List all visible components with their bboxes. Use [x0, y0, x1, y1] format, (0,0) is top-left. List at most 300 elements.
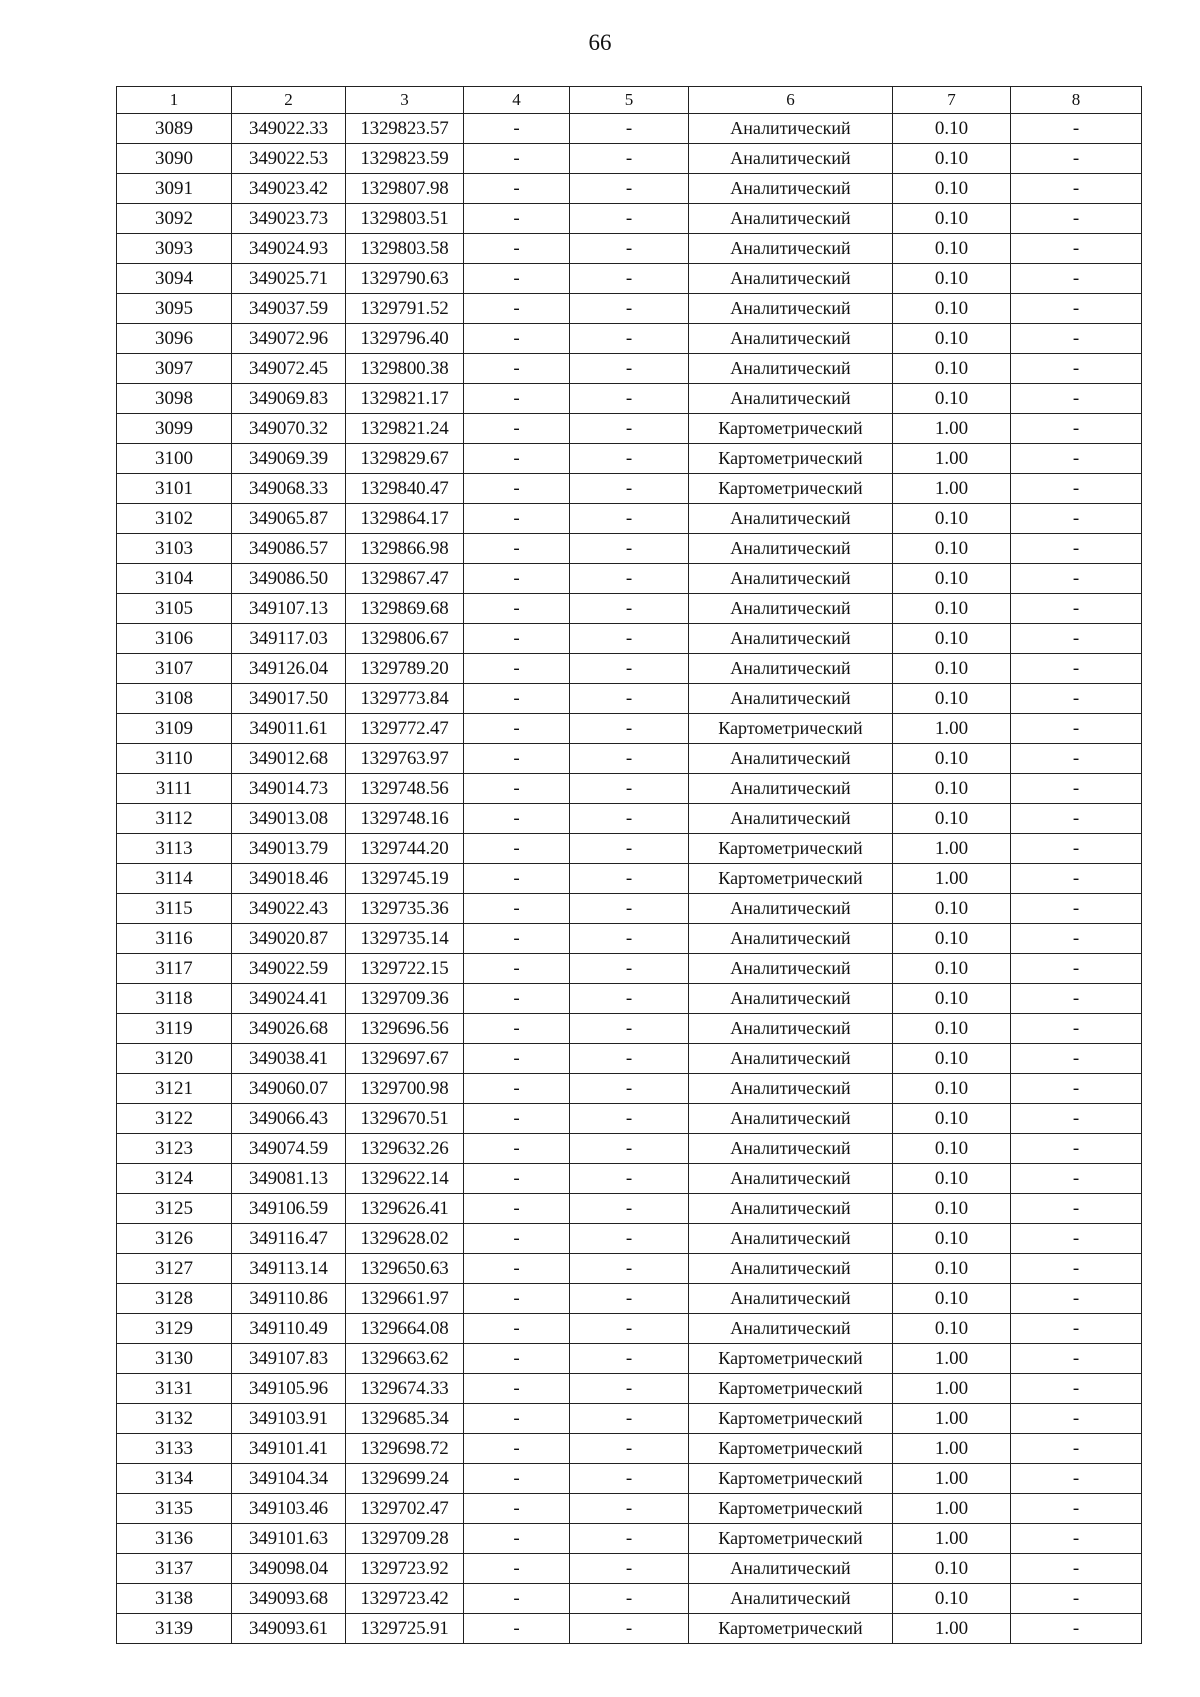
cell-method: Аналитический	[689, 1014, 893, 1044]
table-row	[117, 804, 1142, 834]
cell-point-number: 3123	[117, 1134, 232, 1164]
cell-accuracy: 0.10	[893, 324, 1011, 354]
cell-col-4-value: -	[464, 1164, 570, 1194]
cell-x-coordinate: 349022.53	[232, 144, 346, 174]
cell-accuracy: 0.10	[893, 1194, 1011, 1224]
cell-x-coordinate: 349081.13	[232, 1164, 346, 1194]
cell-method: Аналитический	[689, 534, 893, 564]
cell-method: Аналитический	[689, 594, 893, 624]
cell-col-5-value: -	[570, 1344, 689, 1374]
cell-col-5-value: -	[570, 1494, 689, 1524]
table-row	[117, 894, 1142, 924]
cell-col-4-value: -	[464, 384, 570, 414]
cell-accuracy: 0.10	[893, 1554, 1011, 1584]
cell-method: Картометрический	[689, 474, 893, 504]
cell-method: Аналитический	[689, 1314, 893, 1344]
table-row	[117, 444, 1142, 474]
cell-accuracy: 1.00	[893, 1344, 1011, 1374]
cell-point-number: 3136	[117, 1524, 232, 1554]
cell-x-coordinate: 349038.41	[232, 1044, 346, 1074]
cell-accuracy: 0.10	[893, 534, 1011, 564]
cell-point-number: 3107	[117, 654, 232, 684]
cell-point-number: 3111	[117, 774, 232, 804]
cell-accuracy: 0.10	[893, 924, 1011, 954]
cell-col-5-value: -	[570, 324, 689, 354]
cell-col-5-value: -	[570, 1554, 689, 1584]
table-row	[117, 384, 1142, 414]
cell-col-8-value: -	[1011, 1404, 1142, 1434]
cell-method: Аналитический	[689, 564, 893, 594]
cell-col-5-value: -	[570, 1224, 689, 1254]
cell-point-number: 3115	[117, 894, 232, 924]
cell-col-8-value: -	[1011, 594, 1142, 624]
cell-y-coordinate: 1329745.19	[346, 864, 464, 894]
cell-col-4-value: -	[464, 1284, 570, 1314]
cell-col-8-value: -	[1011, 924, 1142, 954]
table-row	[117, 414, 1142, 444]
cell-accuracy: 0.10	[893, 1164, 1011, 1194]
cell-col-8-value: -	[1011, 684, 1142, 714]
cell-y-coordinate: 1329748.16	[346, 804, 464, 834]
cell-point-number: 3103	[117, 534, 232, 564]
cell-point-number: 3137	[117, 1554, 232, 1584]
table-row	[117, 204, 1142, 234]
table-row	[117, 114, 1142, 144]
cell-col-4-value: -	[464, 1224, 570, 1254]
cell-col-8-value: -	[1011, 1194, 1142, 1224]
cell-method: Аналитический	[689, 1254, 893, 1284]
cell-accuracy: 0.10	[893, 894, 1011, 924]
cell-point-number: 3105	[117, 594, 232, 624]
cell-method: Картометрический	[689, 444, 893, 474]
cell-point-number: 3133	[117, 1434, 232, 1464]
cell-col-8-value: -	[1011, 1224, 1142, 1254]
cell-col-8-value: -	[1011, 954, 1142, 984]
cell-col-5-value: -	[570, 744, 689, 774]
cell-accuracy: 0.10	[893, 1224, 1011, 1254]
cell-x-coordinate: 349093.61	[232, 1614, 346, 1644]
cell-col-4-value: -	[464, 594, 570, 624]
table-row	[117, 264, 1142, 294]
cell-y-coordinate: 1329772.47	[346, 714, 464, 744]
cell-accuracy: 0.10	[893, 624, 1011, 654]
cell-method: Аналитический	[689, 1164, 893, 1194]
cell-col-4-value: -	[464, 534, 570, 564]
cell-col-8-value: -	[1011, 1164, 1142, 1194]
cell-y-coordinate: 1329723.92	[346, 1554, 464, 1584]
cell-method: Аналитический	[689, 204, 893, 234]
cell-x-coordinate: 349022.33	[232, 114, 346, 144]
cell-col-5-value: -	[570, 1584, 689, 1614]
cell-col-4-value: -	[464, 1134, 570, 1164]
cell-x-coordinate: 349018.46	[232, 864, 346, 894]
cell-col-5-value: -	[570, 474, 689, 504]
cell-method: Картометрический	[689, 714, 893, 744]
cell-y-coordinate: 1329800.38	[346, 354, 464, 384]
cell-y-coordinate: 1329661.97	[346, 1284, 464, 1314]
cell-accuracy: 1.00	[893, 1434, 1011, 1464]
cell-col-8-value: -	[1011, 1524, 1142, 1554]
table-row	[117, 1194, 1142, 1224]
cell-col-5-value: -	[570, 924, 689, 954]
cell-accuracy: 0.10	[893, 1104, 1011, 1134]
cell-col-5-value: -	[570, 1074, 689, 1104]
column-header-5: 5	[570, 87, 689, 114]
cell-x-coordinate: 349072.96	[232, 324, 346, 354]
cell-x-coordinate: 349072.45	[232, 354, 346, 384]
cell-point-number: 3131	[117, 1374, 232, 1404]
cell-y-coordinate: 1329626.41	[346, 1194, 464, 1224]
table-row	[117, 954, 1142, 984]
table-row	[117, 1404, 1142, 1434]
cell-accuracy: 0.10	[893, 684, 1011, 714]
cell-col-5-value: -	[570, 1194, 689, 1224]
cell-col-4-value: -	[464, 114, 570, 144]
cell-point-number: 3098	[117, 384, 232, 414]
cell-accuracy: 0.10	[893, 504, 1011, 534]
cell-method: Аналитический	[689, 294, 893, 324]
cell-col-5-value: -	[570, 684, 689, 714]
cell-accuracy: 1.00	[893, 1524, 1011, 1554]
cell-y-coordinate: 1329806.67	[346, 624, 464, 654]
cell-col-5-value: -	[570, 294, 689, 324]
cell-col-5-value: -	[570, 624, 689, 654]
cell-accuracy: 0.10	[893, 234, 1011, 264]
table-row	[117, 1314, 1142, 1344]
cell-y-coordinate: 1329867.47	[346, 564, 464, 594]
cell-point-number: 3132	[117, 1404, 232, 1434]
cell-col-4-value: -	[464, 714, 570, 744]
table-row	[117, 1074, 1142, 1104]
cell-col-5-value: -	[570, 234, 689, 264]
table-row	[117, 774, 1142, 804]
cell-accuracy: 1.00	[893, 1614, 1011, 1644]
cell-method: Аналитический	[689, 1284, 893, 1314]
cell-col-5-value: -	[570, 804, 689, 834]
table-row	[117, 474, 1142, 504]
cell-point-number: 3114	[117, 864, 232, 894]
table-row	[117, 1164, 1142, 1194]
cell-col-5-value: -	[570, 114, 689, 144]
cell-point-number: 3106	[117, 624, 232, 654]
cell-col-5-value: -	[570, 954, 689, 984]
cell-x-coordinate: 349068.33	[232, 474, 346, 504]
cell-accuracy: 0.10	[893, 354, 1011, 384]
table-row	[117, 324, 1142, 354]
cell-method: Аналитический	[689, 804, 893, 834]
cell-point-number: 3095	[117, 294, 232, 324]
cell-y-coordinate: 1329823.59	[346, 144, 464, 174]
cell-col-5-value: -	[570, 1164, 689, 1194]
cell-col-4-value: -	[464, 204, 570, 234]
cell-col-4-value: -	[464, 414, 570, 444]
cell-method: Аналитический	[689, 144, 893, 174]
cell-col-4-value: -	[464, 654, 570, 684]
cell-col-4-value: -	[464, 474, 570, 504]
cell-method: Картометрический	[689, 1404, 893, 1434]
cell-method: Аналитический	[689, 1194, 893, 1224]
table-row	[117, 1554, 1142, 1584]
cell-col-4-value: -	[464, 1044, 570, 1074]
cell-x-coordinate: 349101.41	[232, 1434, 346, 1464]
cell-point-number: 3129	[117, 1314, 232, 1344]
cell-col-5-value: -	[570, 204, 689, 234]
cell-x-coordinate: 349117.03	[232, 624, 346, 654]
cell-col-8-value: -	[1011, 384, 1142, 414]
cell-col-4-value: -	[464, 834, 570, 864]
cell-x-coordinate: 349110.86	[232, 1284, 346, 1314]
cell-accuracy: 0.10	[893, 1254, 1011, 1284]
cell-point-number: 3121	[117, 1074, 232, 1104]
cell-y-coordinate: 1329796.40	[346, 324, 464, 354]
cell-y-coordinate: 1329709.36	[346, 984, 464, 1014]
cell-col-4-value: -	[464, 1104, 570, 1134]
cell-col-8-value: -	[1011, 654, 1142, 684]
cell-point-number: 3128	[117, 1284, 232, 1314]
cell-y-coordinate: 1329866.98	[346, 534, 464, 564]
cell-x-coordinate: 349017.50	[232, 684, 346, 714]
table-row	[117, 564, 1142, 594]
cell-accuracy: 0.10	[893, 1314, 1011, 1344]
cell-col-8-value: -	[1011, 1584, 1142, 1614]
cell-col-8-value: -	[1011, 174, 1142, 204]
cell-accuracy: 0.10	[893, 264, 1011, 294]
cell-x-coordinate: 349074.59	[232, 1134, 346, 1164]
cell-y-coordinate: 1329628.02	[346, 1224, 464, 1254]
cell-method: Картометрический	[689, 834, 893, 864]
cell-method: Аналитический	[689, 264, 893, 294]
cell-point-number: 3112	[117, 804, 232, 834]
cell-point-number: 3089	[117, 114, 232, 144]
table-row	[117, 144, 1142, 174]
cell-method: Аналитический	[689, 324, 893, 354]
cell-x-coordinate: 349013.79	[232, 834, 346, 864]
cell-col-4-value: -	[464, 894, 570, 924]
cell-col-5-value: -	[570, 864, 689, 894]
column-header-6: 6	[689, 87, 893, 114]
cell-point-number: 3120	[117, 1044, 232, 1074]
cell-accuracy: 1.00	[893, 444, 1011, 474]
cell-point-number: 3130	[117, 1344, 232, 1374]
cell-accuracy: 0.10	[893, 384, 1011, 414]
cell-y-coordinate: 1329709.28	[346, 1524, 464, 1554]
cell-col-8-value: -	[1011, 834, 1142, 864]
table-row	[117, 624, 1142, 654]
table-row	[117, 1134, 1142, 1164]
cell-col-8-value: -	[1011, 1104, 1142, 1134]
cell-x-coordinate: 349105.96	[232, 1374, 346, 1404]
table-row	[117, 1224, 1142, 1254]
cell-y-coordinate: 1329702.47	[346, 1494, 464, 1524]
cell-col-5-value: -	[570, 1404, 689, 1434]
cell-y-coordinate: 1329840.47	[346, 474, 464, 504]
cell-x-coordinate: 349014.73	[232, 774, 346, 804]
cell-col-4-value: -	[464, 1344, 570, 1374]
cell-col-8-value: -	[1011, 714, 1142, 744]
cell-col-5-value: -	[570, 594, 689, 624]
cell-point-number: 3119	[117, 1014, 232, 1044]
cell-accuracy: 1.00	[893, 834, 1011, 864]
cell-col-8-value: -	[1011, 1494, 1142, 1524]
cell-col-8-value: -	[1011, 204, 1142, 234]
cell-y-coordinate: 1329664.08	[346, 1314, 464, 1344]
cell-col-5-value: -	[570, 384, 689, 414]
table-row	[117, 1254, 1142, 1284]
cell-point-number: 3091	[117, 174, 232, 204]
cell-point-number: 3135	[117, 1494, 232, 1524]
cell-x-coordinate: 349070.32	[232, 414, 346, 444]
cell-x-coordinate: 349104.34	[232, 1464, 346, 1494]
cell-col-8-value: -	[1011, 1554, 1142, 1584]
cell-x-coordinate: 349110.49	[232, 1314, 346, 1344]
cell-point-number: 3102	[117, 504, 232, 534]
cell-col-5-value: -	[570, 1044, 689, 1074]
cell-col-8-value: -	[1011, 264, 1142, 294]
cell-y-coordinate: 1329789.20	[346, 654, 464, 684]
cell-accuracy: 1.00	[893, 1494, 1011, 1524]
cell-col-8-value: -	[1011, 774, 1142, 804]
cell-col-5-value: -	[570, 1464, 689, 1494]
cell-point-number: 3093	[117, 234, 232, 264]
cell-col-4-value: -	[464, 1254, 570, 1284]
cell-y-coordinate: 1329744.20	[346, 834, 464, 864]
cell-point-number: 3127	[117, 1254, 232, 1284]
cell-y-coordinate: 1329829.67	[346, 444, 464, 474]
cell-accuracy: 0.10	[893, 144, 1011, 174]
table-row	[117, 684, 1142, 714]
cell-point-number: 3090	[117, 144, 232, 174]
table-row	[117, 594, 1142, 624]
cell-accuracy: 0.10	[893, 1074, 1011, 1104]
cell-accuracy: 1.00	[893, 1464, 1011, 1494]
cell-x-coordinate: 349011.61	[232, 714, 346, 744]
table-row	[117, 1584, 1142, 1614]
cell-y-coordinate: 1329698.72	[346, 1434, 464, 1464]
cell-col-5-value: -	[570, 444, 689, 474]
cell-col-4-value: -	[464, 144, 570, 174]
cell-x-coordinate: 349093.68	[232, 1584, 346, 1614]
cell-method: Аналитический	[689, 1584, 893, 1614]
cell-x-coordinate: 349098.04	[232, 1554, 346, 1584]
cell-col-8-value: -	[1011, 1284, 1142, 1314]
cell-y-coordinate: 1329674.33	[346, 1374, 464, 1404]
cell-col-8-value: -	[1011, 354, 1142, 384]
cell-x-coordinate: 349012.68	[232, 744, 346, 774]
cell-x-coordinate: 349069.83	[232, 384, 346, 414]
cell-x-coordinate: 349024.41	[232, 984, 346, 1014]
cell-x-coordinate: 349020.87	[232, 924, 346, 954]
cell-point-number: 3118	[117, 984, 232, 1014]
cell-method: Аналитический	[689, 954, 893, 984]
cell-y-coordinate: 1329663.62	[346, 1344, 464, 1374]
cell-point-number: 3094	[117, 264, 232, 294]
cell-y-coordinate: 1329773.84	[346, 684, 464, 714]
table-row	[117, 924, 1142, 954]
cell-method: Аналитический	[689, 504, 893, 534]
table-row	[117, 744, 1142, 774]
cell-col-5-value: -	[570, 984, 689, 1014]
cell-x-coordinate: 349116.47	[232, 1224, 346, 1254]
table-row	[117, 1614, 1142, 1644]
cell-col-8-value: -	[1011, 804, 1142, 834]
table-row	[117, 1374, 1142, 1404]
cell-col-8-value: -	[1011, 1374, 1142, 1404]
cell-col-8-value: -	[1011, 414, 1142, 444]
cell-col-8-value: -	[1011, 1314, 1142, 1344]
cell-col-4-value: -	[464, 744, 570, 774]
cell-method: Аналитический	[689, 1074, 893, 1104]
cell-col-5-value: -	[570, 504, 689, 534]
cell-point-number: 3134	[117, 1464, 232, 1494]
cell-col-8-value: -	[1011, 1044, 1142, 1074]
cell-col-5-value: -	[570, 414, 689, 444]
cell-point-number: 3104	[117, 564, 232, 594]
cell-col-4-value: -	[464, 684, 570, 714]
cell-x-coordinate: 349113.14	[232, 1254, 346, 1284]
cell-method: Картометрический	[689, 1374, 893, 1404]
cell-accuracy: 0.10	[893, 954, 1011, 984]
cell-x-coordinate: 349086.50	[232, 564, 346, 594]
cell-col-8-value: -	[1011, 744, 1142, 774]
cell-point-number: 3116	[117, 924, 232, 954]
cell-accuracy: 1.00	[893, 1404, 1011, 1434]
cell-method: Аналитический	[689, 624, 893, 654]
table-row	[117, 1494, 1142, 1524]
cell-method: Аналитический	[689, 234, 893, 264]
cell-accuracy: 0.10	[893, 744, 1011, 774]
cell-col-4-value: -	[464, 924, 570, 954]
cell-accuracy: 0.10	[893, 114, 1011, 144]
cell-col-4-value: -	[464, 1074, 570, 1104]
cell-col-4-value: -	[464, 1014, 570, 1044]
cell-col-4-value: -	[464, 504, 570, 534]
cell-x-coordinate: 349107.13	[232, 594, 346, 624]
cell-x-coordinate: 349069.39	[232, 444, 346, 474]
table-row	[117, 504, 1142, 534]
cell-col-4-value: -	[464, 1314, 570, 1344]
cell-y-coordinate: 1329803.51	[346, 204, 464, 234]
cell-col-4-value: -	[464, 234, 570, 264]
cell-col-5-value: -	[570, 354, 689, 384]
cell-accuracy: 1.00	[893, 414, 1011, 444]
cell-col-4-value: -	[464, 1434, 570, 1464]
cell-method: Картометрический	[689, 1434, 893, 1464]
cell-x-coordinate: 349022.43	[232, 894, 346, 924]
cell-accuracy: 1.00	[893, 864, 1011, 894]
cell-col-5-value: -	[570, 264, 689, 294]
cell-y-coordinate: 1329699.24	[346, 1464, 464, 1494]
cell-col-8-value: -	[1011, 984, 1142, 1014]
cell-point-number: 3097	[117, 354, 232, 384]
table-header-row	[117, 87, 1142, 114]
cell-accuracy: 0.10	[893, 174, 1011, 204]
cell-col-5-value: -	[570, 1374, 689, 1404]
table-row	[117, 174, 1142, 204]
column-header-8: 8	[1011, 87, 1142, 114]
cell-col-4-value: -	[464, 354, 570, 384]
cell-y-coordinate: 1329748.56	[346, 774, 464, 804]
cell-col-5-value: -	[570, 564, 689, 594]
cell-method: Аналитический	[689, 1044, 893, 1074]
cell-col-8-value: -	[1011, 1434, 1142, 1464]
cell-x-coordinate: 349023.73	[232, 204, 346, 234]
column-header-2: 2	[232, 87, 346, 114]
cell-col-8-value: -	[1011, 894, 1142, 924]
cell-col-4-value: -	[464, 294, 570, 324]
table-body	[117, 114, 1142, 1644]
cell-accuracy: 0.10	[893, 594, 1011, 624]
cell-col-4-value: -	[464, 1554, 570, 1584]
